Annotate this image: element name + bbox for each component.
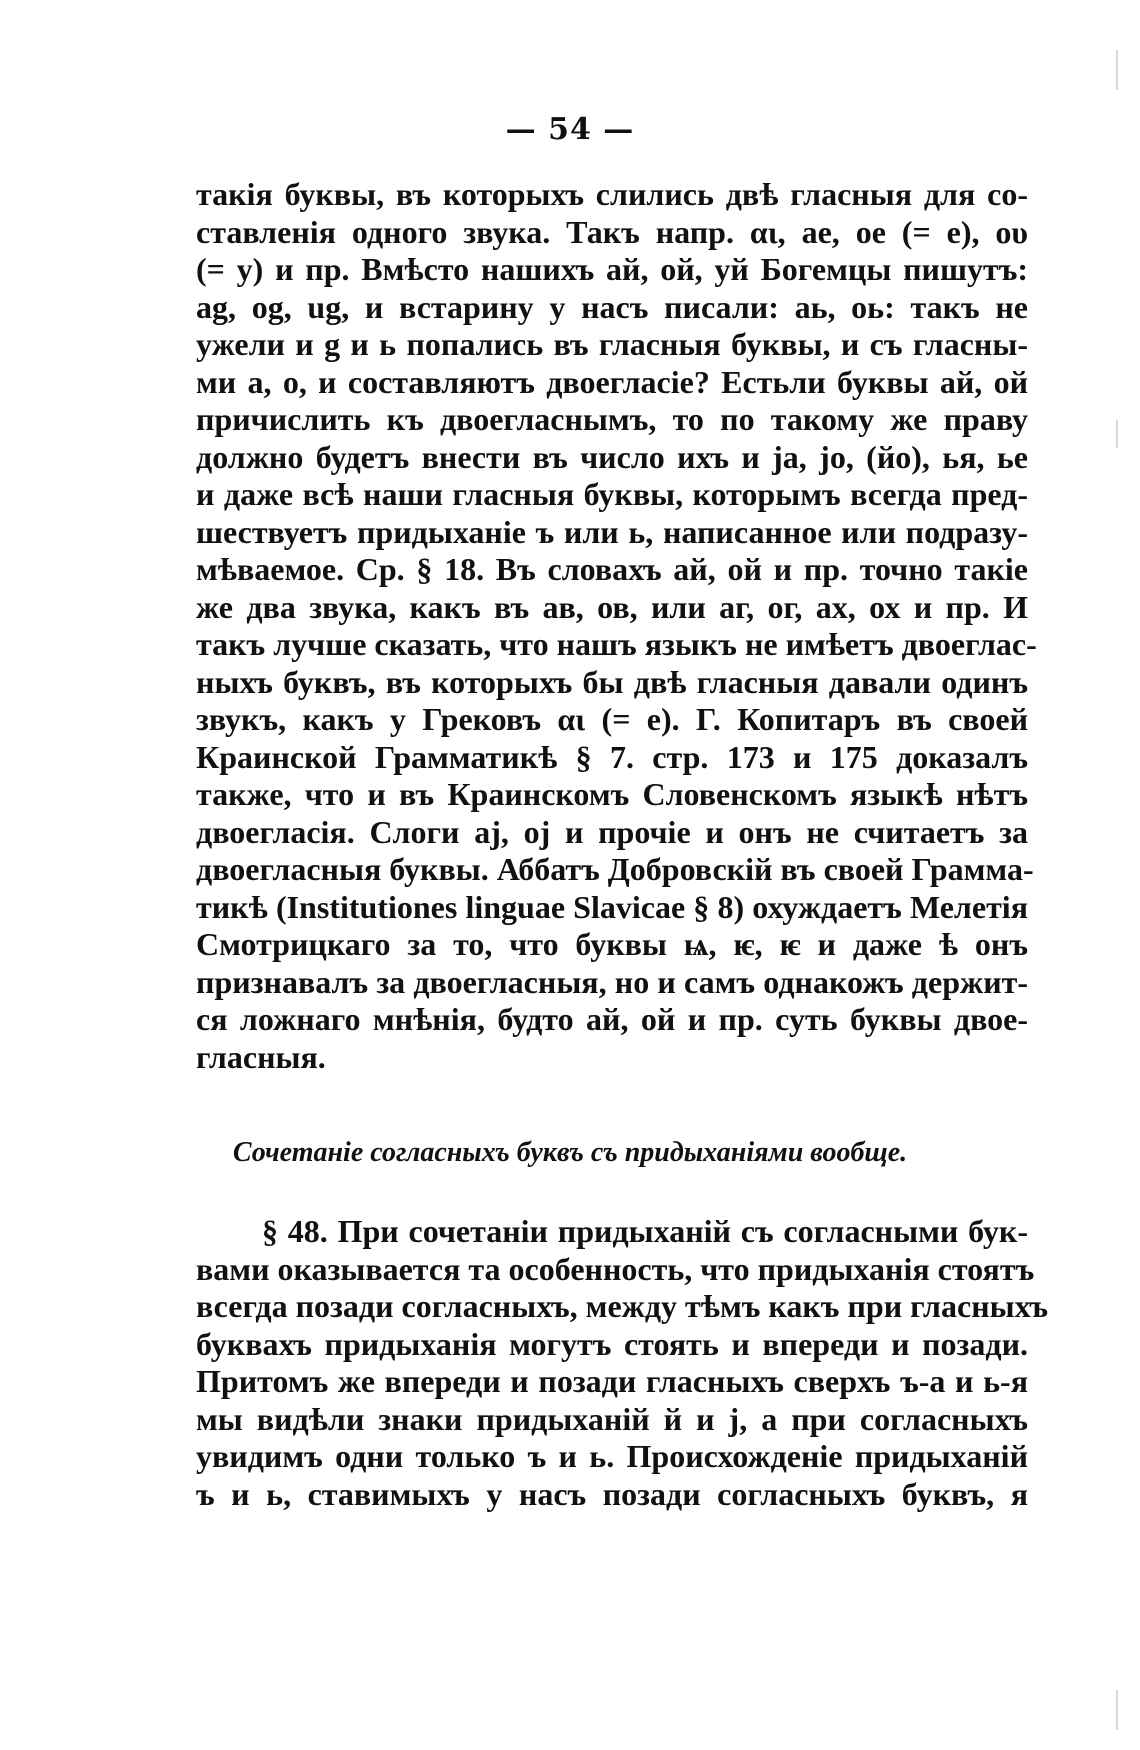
text-line: и даже всѣ наши гласныя буквы, которымъ всегда пред- [196, 476, 1028, 512]
text-line: ми а, о, и составляютъ двоегласіе? Естьли буквы ай, ой [196, 363, 1028, 400]
text-line: гласныя. [196, 1038, 326, 1075]
text-line: двоегласныя буквы. Аббатъ Добровскій въ своей Грамма- [196, 851, 1034, 887]
text-line: же два звука, какъ въ ав, ов, или аг, ог, ах, ох и пр. И [196, 588, 1028, 625]
text-line: звукъ, какъ у Грековъ αι (= e). Г. Копитаръ въ своей [196, 701, 1028, 737]
text-line: двоегласія. Слоги aj, oj и прочіе и онъ не считаетъ за [196, 813, 1028, 850]
text-line: ъ и ь, ставимыхъ у насъ позади согласныхъ буквъ, я [196, 1475, 1028, 1512]
page-number: — 54 — [505, 112, 635, 147]
text-line: причислить къ двоегласнымъ, то по такому же праву [196, 401, 1028, 437]
text-line: ныхъ буквъ, въ которыхъ бы двѣ гласныя давали одинъ [196, 663, 1028, 700]
text-line: ся ложнаго мнѣнія, будто ай, ой и пр. суть буквы двое- [196, 1001, 1028, 1037]
text-line: такъ лучше сказать, что нашъ языкъ не имѣетъ двоеглас- [196, 626, 1037, 662]
text-line: Смотрицкаго за то, что буквы ѩ, ѥ, ѥ и даже ѣ онъ [196, 926, 1028, 962]
text-line: Краинской Грамматикѣ § 7. стр. 173 и 175 доказалъ [196, 738, 1028, 775]
text-line: мѣваемое. Ср. § 18. Въ словахъ ай, ой и пр. точно такіе [196, 551, 1028, 587]
text-line: мы видѣли знаки придыханій й и j, а при согласныхъ [196, 1400, 1028, 1437]
text-line: ag, og, ug, и встарину у насъ писали: аь, оь: такъ не [196, 288, 1028, 325]
text-line: увидимъ одни только ъ и ь. Происхожденіе придыханій [196, 1438, 1028, 1474]
text-line: тикѣ (Institutiones linguae Slavicae § 8) охуждаетъ Мелетія [196, 888, 1028, 925]
text-line: должно будетъ внести въ число ихъ и ja, jo, (йо), ья, ье [196, 438, 1028, 475]
paragraph-section-48 [196, 1213, 1049, 1513]
paragraph-continued [196, 176, 1037, 1076]
text-line: всегда позади согласныхъ, между тѣмъ какъ при гласныхъ [196, 1288, 1049, 1324]
text-line: ужели и g и ь попались въ гласныя буквы, и съ гласны- [196, 326, 1028, 362]
scan-margin-mark [1116, 50, 1118, 90]
text-line: ставленія одного звука. Такъ напр. αι, ae, oe (= e), ου [196, 213, 1029, 250]
text-line: буквахъ придыханія могутъ стоять и впереди и позади. [196, 1325, 1028, 1362]
text-line: § 48. При сочетаніи придыханій съ согласными бук- [262, 1213, 1028, 1249]
text-line: также, что и въ Краинскомъ Словенскомъ языкѣ нѣтъ [196, 776, 1028, 812]
section-heading: Сочетаніе согласныхъ буквъ съ придыханіями вообще. [232, 1137, 908, 1168]
text-line: вами оказывается та особенность, что придыханія стоятъ [196, 1250, 1035, 1287]
text-line: (= y) и пр. Вмѣсто нашихъ ай, ой, уй Богемцы пишутъ: [196, 251, 1028, 287]
scan-margin-mark [1116, 420, 1118, 448]
text-line: признавалъ за двоегласныя, но и самъ однакожъ держит- [196, 963, 1028, 1000]
scan-margin-mark [1116, 1690, 1118, 1730]
text-line: шествуетъ придыханіе ъ или ь, написанное или подразу- [196, 513, 1028, 550]
text-line: такія буквы, въ которыхъ слились двѣ гласныя для со- [196, 176, 1028, 212]
text-line: Притомъ же впереди и позади гласныхъ сверхъ ъ-а и ь-я [196, 1363, 1028, 1399]
